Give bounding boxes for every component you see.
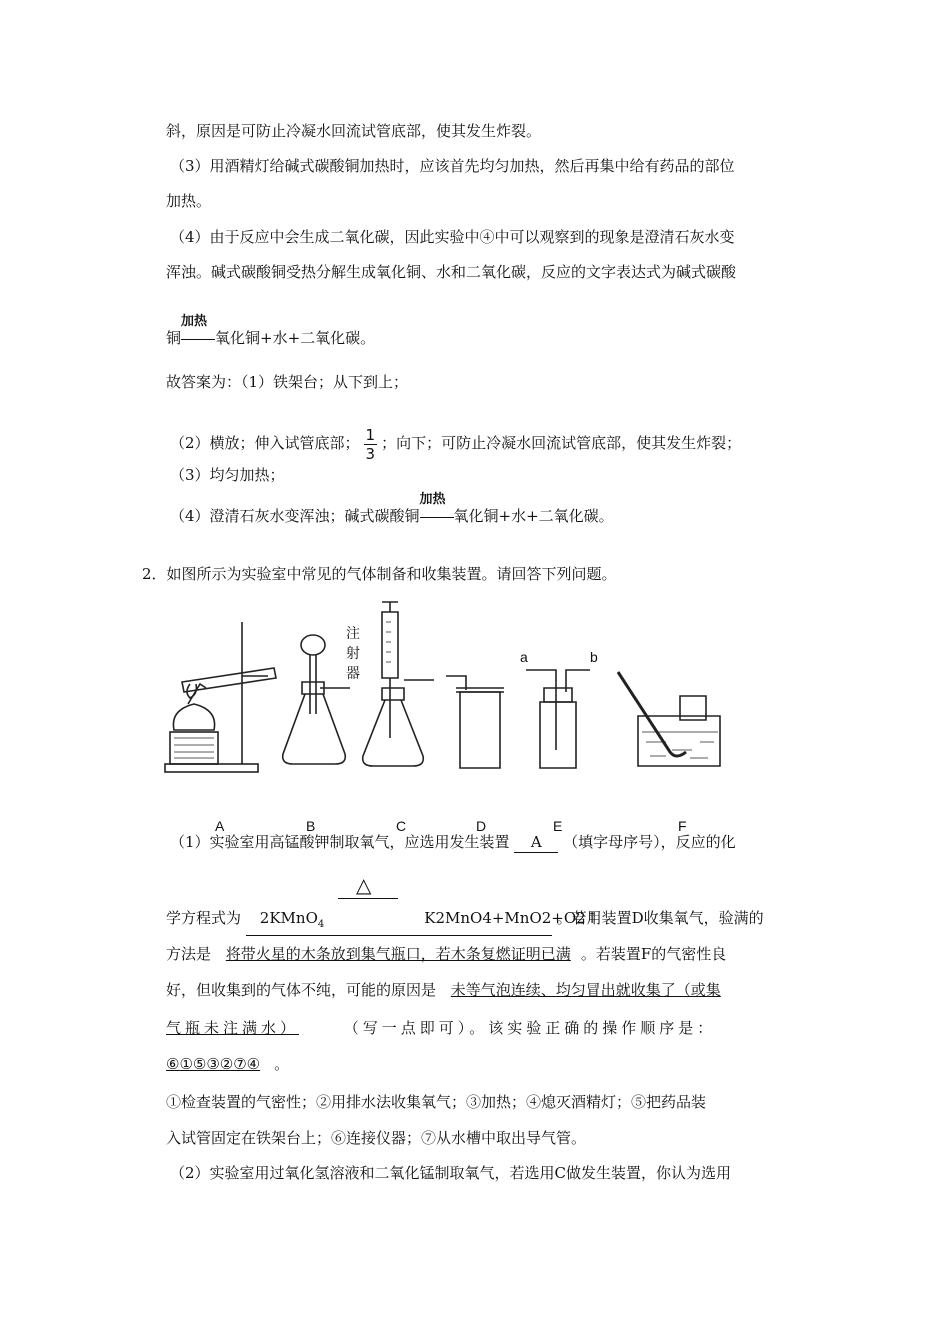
text-fragment: （2）横放；伸入试管底部；: [170, 434, 360, 452]
question-title: 2．如图所示为实验室中常见的气体制备和收集装置。请回答下列问题。: [142, 565, 617, 583]
port-b-label: b: [590, 649, 598, 665]
question-line: [170, 832, 736, 853]
figure-caption-f: F: [678, 818, 687, 834]
text-fragment: 方法是: [166, 945, 212, 963]
question-line: [166, 1054, 289, 1074]
answer-heading: 故答案为：（1）铁架台；从下到上；: [166, 373, 409, 391]
heat-label: 加热: [181, 314, 208, 329]
text-fragment: （1）实验室用高锰酸钾制取氧气，应选用发生装置: [170, 833, 510, 851]
question-line: [166, 944, 726, 964]
answer-blank: A: [514, 832, 558, 853]
text-fragment: （4）澄清石灰水变浑浊；碱式碳酸铜: [170, 507, 420, 525]
text-line: 浑浊。碱式碳酸铜受热分解生成氧化铜、水和二氧化碳，反应的文字表达式为碱式碳酸: [166, 263, 737, 281]
text-fragment: 学方程式为: [166, 909, 242, 927]
text-fragment: 。若装置F的气密性良: [580, 945, 727, 963]
heat-arrow: [419, 492, 454, 526]
figure-caption-a: A: [215, 818, 225, 834]
text-fragment: ；向下；可防止冷凝水回流试管底部，使其发生炸裂；: [381, 434, 742, 452]
text-line: 斜，原因是可防止冷凝水回流试管底部，使其发生炸裂。: [166, 122, 542, 140]
text-line: （3）用酒精灯给碱式碳酸铜加热时，应该首先均匀加热，然后再集中给有药品的部位: [170, 157, 735, 175]
port-a-label: a: [520, 649, 528, 665]
answer-line: [170, 425, 741, 463]
equation-line: [166, 908, 764, 936]
apparatus-a: [165, 622, 276, 772]
apparatus-figure: [160, 592, 740, 812]
text-fragment: 氧化铜+水+二氧化碳。: [453, 507, 614, 525]
apparatus-b: [283, 635, 350, 764]
text-line: （2）实验室用过氧化氢溶液和二氧化锰制取氧气，若选用C做发生装置，你认为选用: [170, 1164, 732, 1182]
syringe-label-1: 注: [346, 625, 360, 641]
answer-line: （3）均匀加热；: [170, 466, 285, 484]
text-fragment: 铜: [166, 329, 182, 347]
delta-symbol: △: [356, 873, 372, 897]
question-line: [166, 980, 721, 1000]
syringe-label-3: 器: [346, 665, 360, 681]
equation-right: K2MnO4+MnO2+O2↑: [424, 909, 599, 927]
text-fragment: 氧化铜+水+二氧化碳。: [215, 329, 376, 347]
figure-caption-b: B: [306, 818, 316, 834]
text-fragment: 。: [274, 1055, 290, 1073]
eq-condition-bar: [338, 898, 398, 899]
text-fragment: （写一点即可）。该实验正确的操作顺序是：: [343, 1019, 717, 1037]
text-line: ①检查装置的气密性；②用排水法收集氧气；③加热；④熄灭酒精灯；⑤把药品装: [166, 1093, 707, 1111]
equation-blank: [246, 908, 599, 936]
text-line: （4）由于反应中会生成二氧化碳，因此实验中④中可以观察到的现象是澄清石灰水变: [170, 228, 735, 246]
figure-caption-c: C: [396, 818, 407, 834]
equation-left-subscript: 4: [317, 919, 325, 930]
heat-arrow: [181, 314, 215, 348]
fraction-denominator: 3: [365, 444, 376, 463]
equation-left: 2KMnO: [259, 909, 318, 927]
answer-blank: 未等气泡连续、均匀冒出就收集了（或集: [450, 981, 721, 999]
heat-label: 加热: [419, 492, 446, 507]
figure-caption-e: E: [553, 818, 563, 834]
text-line: 入试管固定在铁架台上；⑥连接仪器；⑦从水槽中取出导气管。: [166, 1129, 587, 1147]
fraction-numerator: 1: [365, 425, 376, 444]
answer-blank: 气瓶未注满水）: [166, 1019, 300, 1037]
answer-line: [170, 492, 614, 526]
question-line: [166, 1018, 716, 1038]
text-line: 加热。: [166, 192, 212, 210]
text-fragment: 好，但收集到的气体不纯，可能的原因是: [166, 981, 437, 999]
apparatus-d: [446, 676, 504, 768]
answer-blank: ⑥①⑤③②⑦④: [166, 1055, 261, 1073]
answer-blank: 将带火星的木条放到集气瓶口，若木条复燃证明已满: [225, 945, 571, 963]
fraction: [364, 426, 378, 463]
text-fragment: （填字母序号），反应的化: [563, 833, 736, 851]
apparatus-e: [526, 670, 590, 768]
text-fragment: 。若用装置D收集氧气，验满的: [556, 909, 764, 927]
syringe-label-2: 射: [346, 645, 360, 661]
figure-caption-d: D: [476, 818, 487, 834]
apparatus-c: [363, 602, 434, 766]
equation-line: [166, 314, 376, 348]
apparatus-f: [618, 672, 720, 766]
